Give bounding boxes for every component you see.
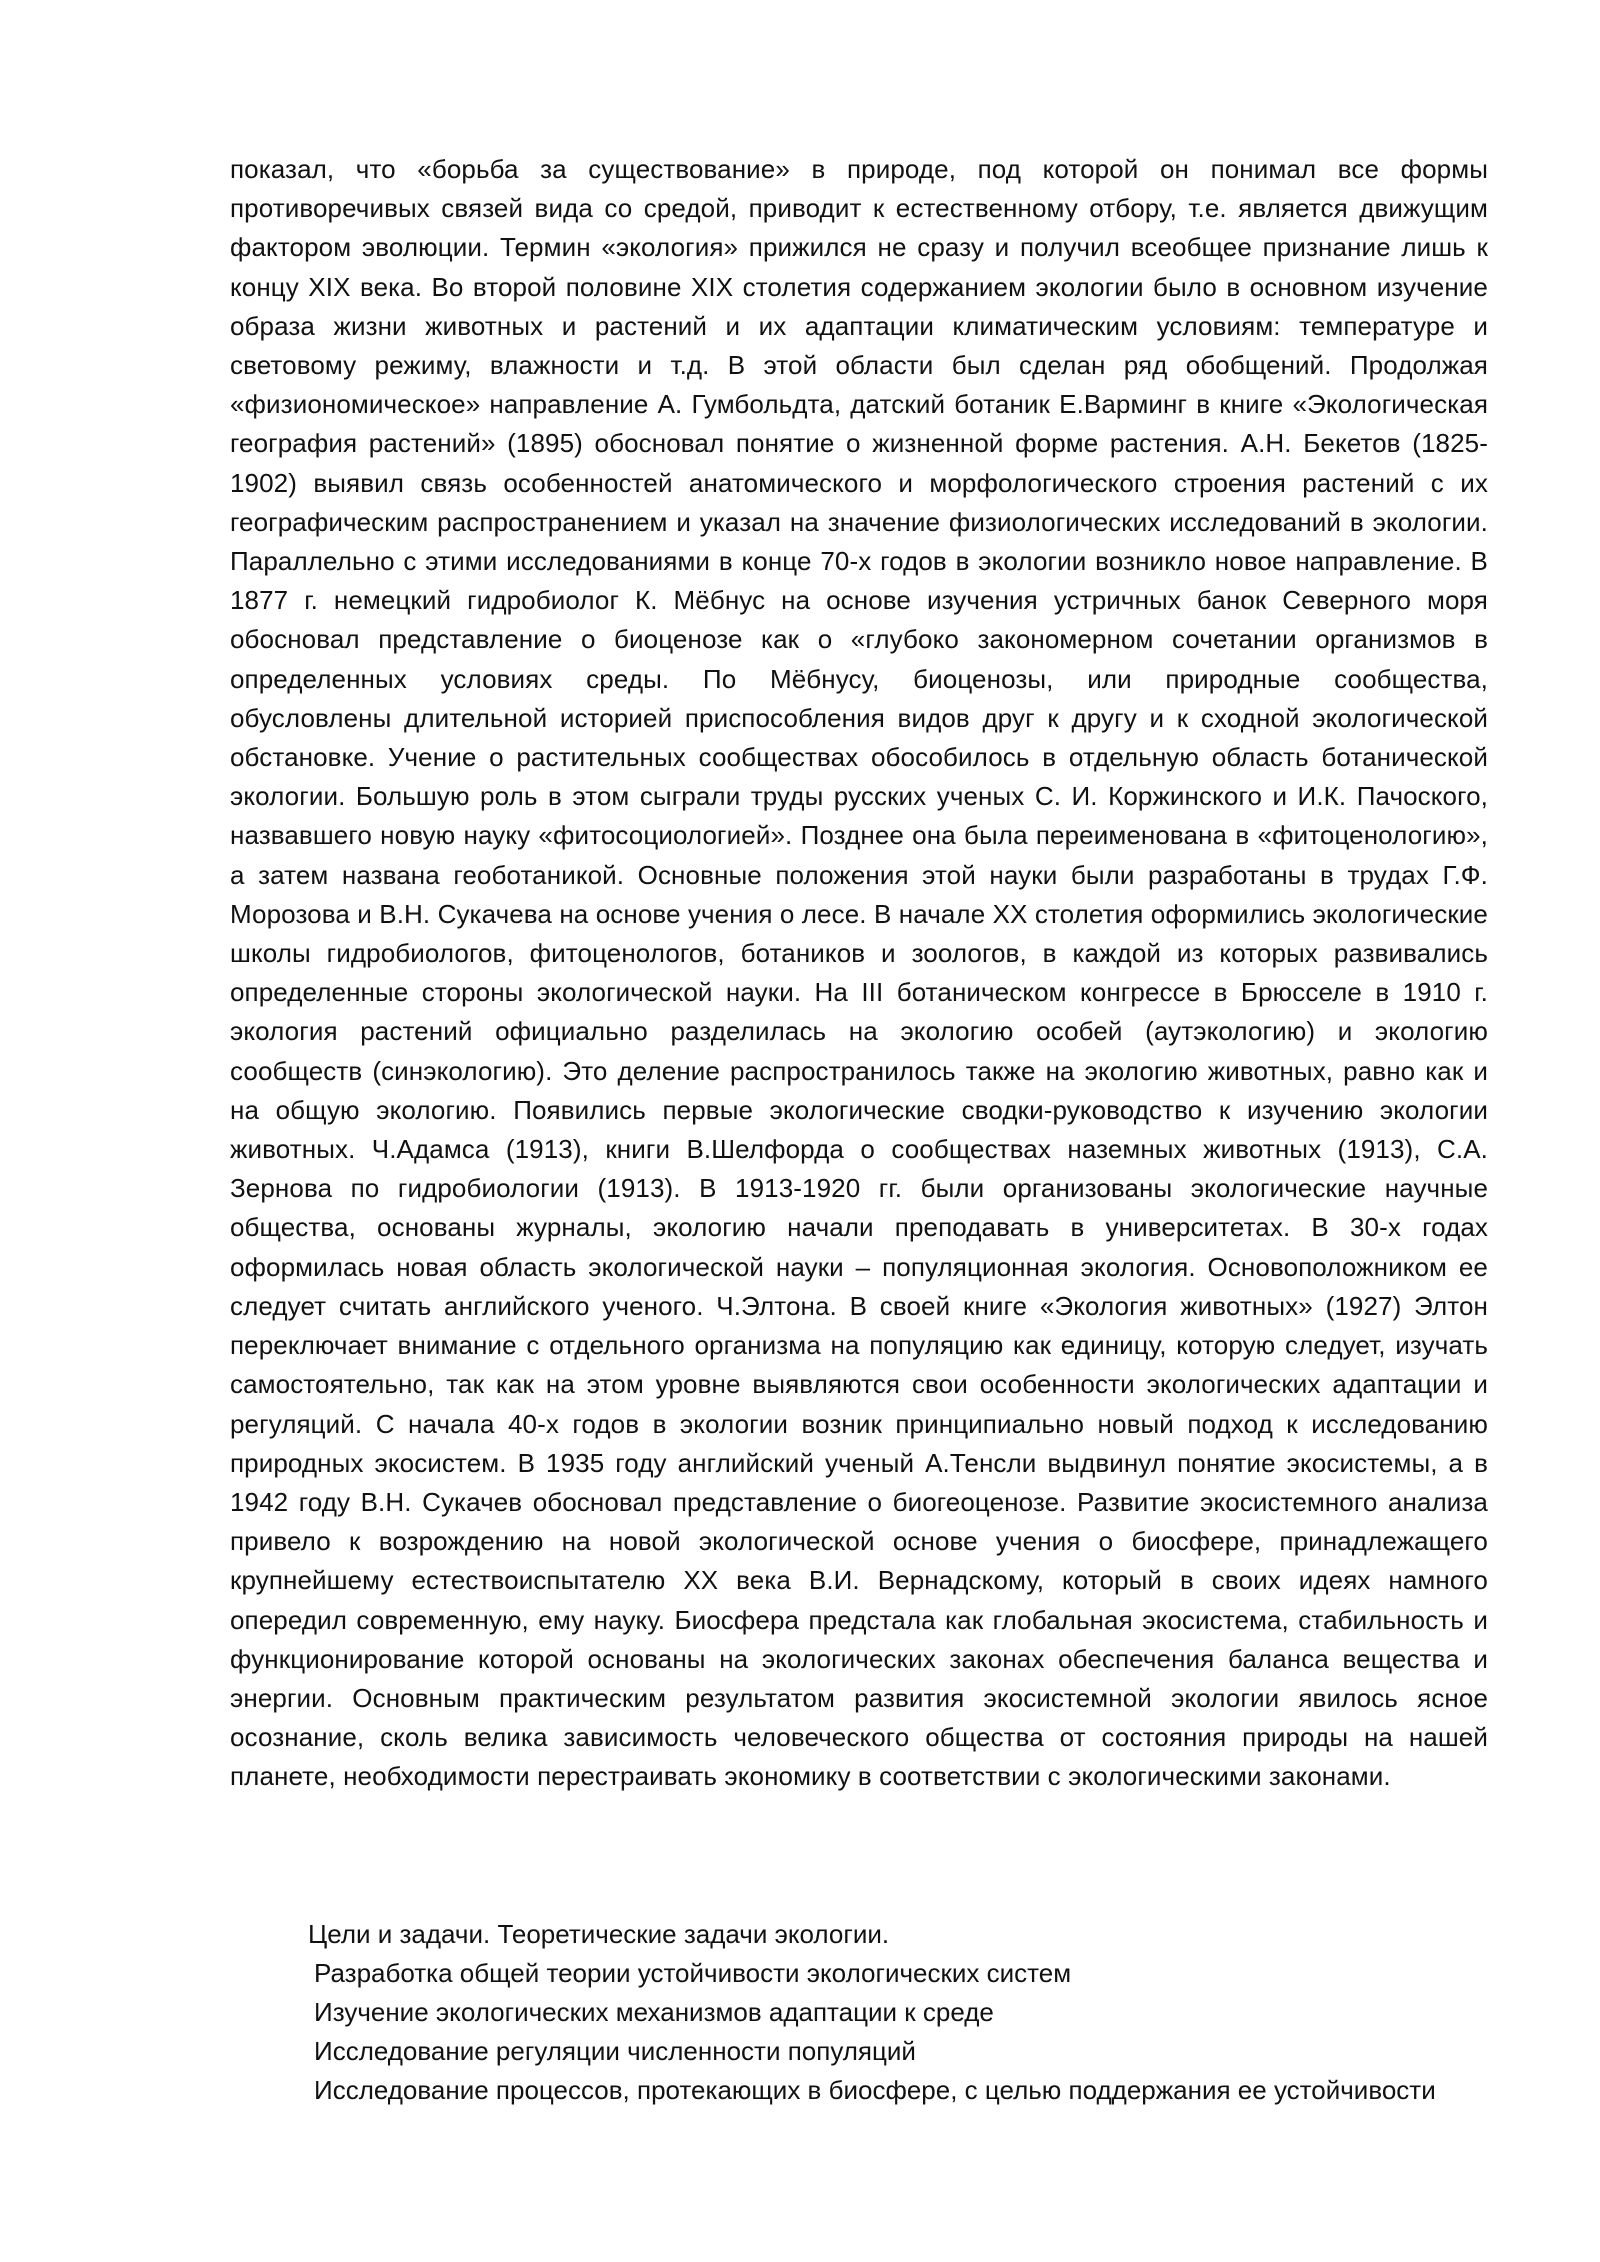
- list-item: Исследование регуляции численности популяций: [314, 2036, 916, 2066]
- list-item: Изучение экологических механизмов адаптации к среде: [314, 1997, 994, 2027]
- tasks-list: [314, 1954, 1436, 2110]
- second-paragraph: обусловлены длительной историей приспособления видов друг к другу и к сходной экологической обстановке. Учение о растительных сообществах обособилось в отдельную область ботанической экологии. Большую роль в этом сыграли труды русских ученых С. И. Коржинского и И.К. Пачоского, назвавшего новую науку «фитосоциологией». Позднее она была переименована в «фитоценологию», а затем названа геоботаникой. Основные положения этой науки были разработаны в трудах Г.Ф. Морозова и В.Н. Сукачева на основе учения о лесе. В начале XX столетия оформились экологические школы гидробиологов, фитоценологов, ботаников и зоологов, в каждой из которых развивались определенные стороны экологической науки. На III ботаническом конгрессе в Брюсселе в 1910 г. экология растений официально разделилась на экологию особей (аутэкологию) и экологию сообществ (синэкологию). Это деление распространилось также на экологию животных, равно как и на общую экологию. Появились первые экологические сводки-руководство к изучению экологии животных. Ч.Адамса (1913), книги В.Шелфорда о сообществах наземных животных (1913), С.А. Зернова по гидробиологии (1913). В 1913-1920 гг. были организованы экологические научные общества, основаны журналы, экологию начали преподавать в университетах. В 30-х годах оформилась новая область экологической науки – популяционная экология. Основоположником ее следует считать английского ученого. Ч.Элтона. В своей книге «Экология животных» (1927) Элтон переключает внимание с отдельного организма на популяцию как единицу, которую следует, изучать самостоятельно, так как на этом уровне выявляются свои особенности экологических адаптации и регуляций. С начала 40-х годов в экологии возник принципиально новый подход к исследованию природных экосистем. В 1935 году английский ученый А.Тенсли выдвинул понятие экосистемы, а в 1942 году В.Н. Сукачев обосновал представление о биогеоценозе. Развитие экосистемного анализа привело к возрождению на новой экологической основе учения о биосфере, принадлежащего крупнейшему естествоиспытателю XX века В.И. Вернадскому, который в своих идеях намного опередил современную, ему науку. Биосфера предстала как глобальная экосистема, стабильность и функционирование которой основаны на экологических законах обеспечения баланса вещества и энергии. Основным практическим результатом развития экосистемной экологии явилось ясное осознание, сколь велика зависимость человеческого общества от состояния природы на нашей планете, необходимости перестраивать экономику в соответствии с экологическими законами.: [230, 702, 1488, 1792]
- main-paragraph: показал, что «борьба за существование» в природе, под которой он понимал все формы противоречивых связей вида со средой, приводит к естественному отбору, т.е. является движущим фактором эволюции. Термин «экология» прижился не сразу и получил всеобщее признание лишь к концу XIX века. Во второй половине XIX столетия содержанием экологии было в основном изучение образа жизни животных и растений и их адаптации климатическим условиям: температуре и световому режиму, влажности и т.д. В этой области был сделан ряд обобщений. Продолжая «физиономическое» направление А. Гумбольдта, датский ботаник Е.Варминг в книге «Экологическая география растений» (1895) обосновал понятие о жизненной форме растения. А.Н. Бекетов (1825-1902) выявил связь особенностей анатомического и морфологического строения растений с их географическим распространением и указал на значение физиологических исследований в экологии. Параллельно с этими исследованиями в конце 70-х годов в экологии возникло новое направление. В 1877 г. немецкий гидробиолог К. Мёбнус на основе изучения устричных банок Северного моря обосновал представление о биоценозе как о «глубоко закономерном сочетании организмов в определенных условиях среды. По Мёбнусу, биоценозы, или природные сообщества,: [230, 154, 1488, 694]
- goals-heading: Цели и задачи. Теоретические задачи экологии.: [308, 1919, 890, 1949]
- list-item: Исследование процессов, протекающих в биосфере, с целью поддержания ее устойчивости: [314, 2075, 1436, 2105]
- body-text: [230, 150, 1488, 1797]
- list-item: Разработка общей теории устойчивости экологических систем: [314, 1958, 1072, 1988]
